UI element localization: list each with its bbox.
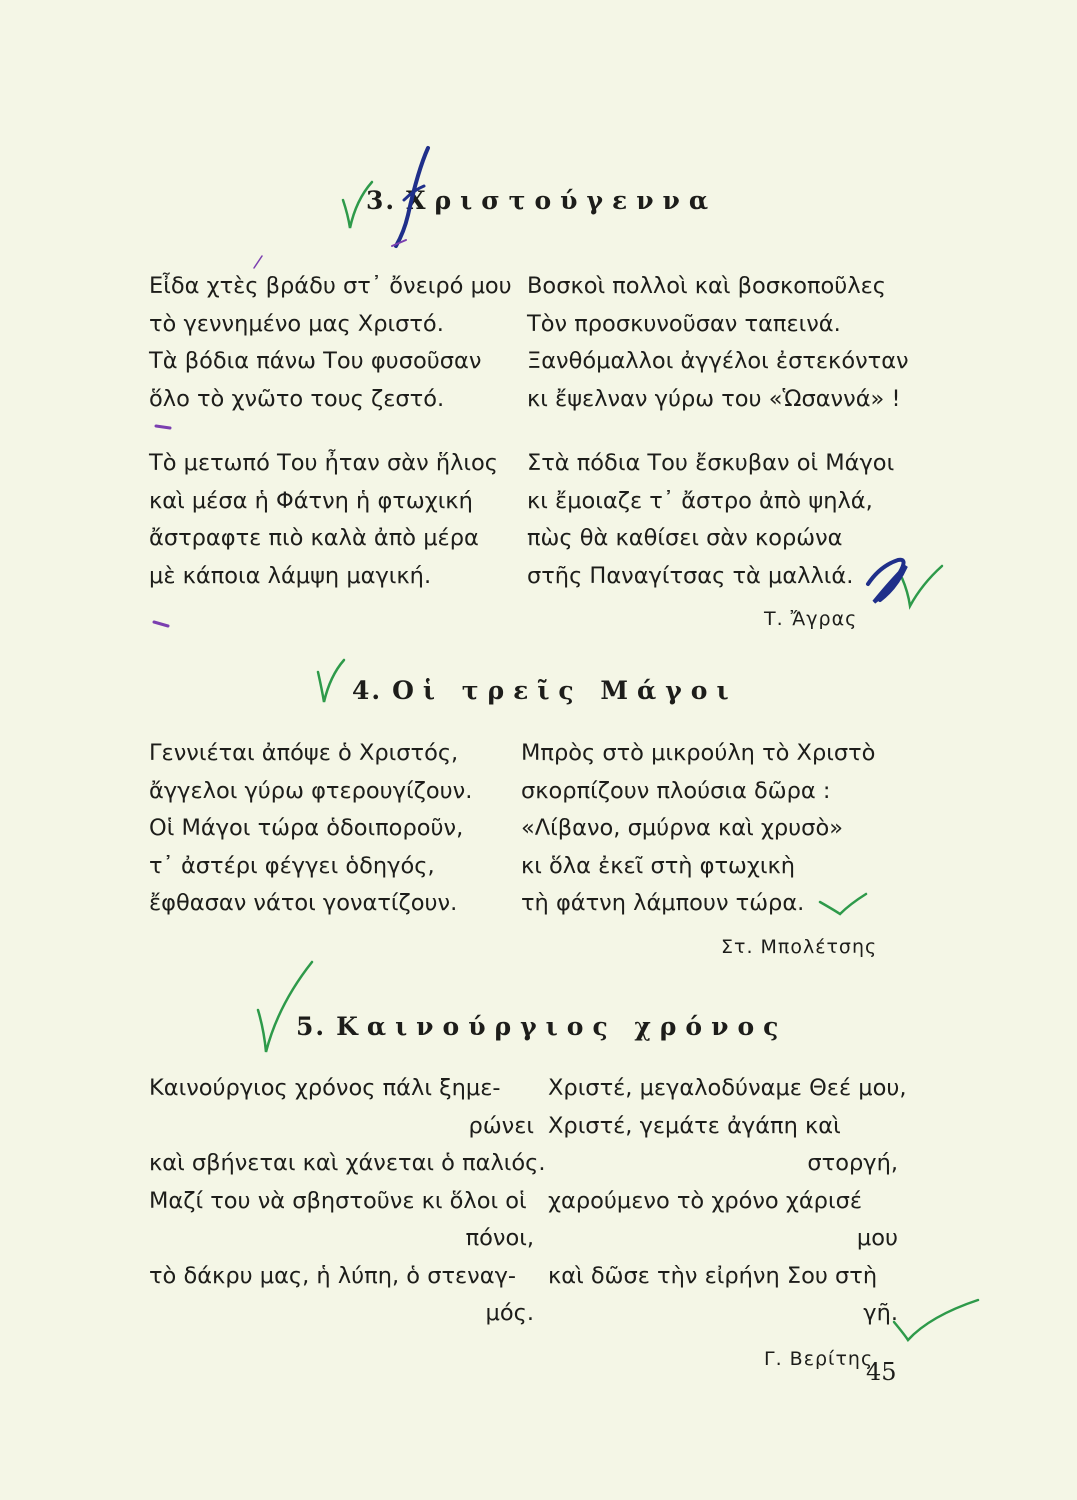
verse-line: πὼς θὰ καθίσει σὰν κορώνα	[527, 525, 843, 551]
verse-line: μὲ κάποια λάμψη μαγική.	[149, 562, 432, 589]
verse-line: Εἶδα χτὲς βράδυ στ᾿ ὄνειρό μου	[149, 273, 512, 299]
verse-line: κι ὅλα ἐκεῖ στὴ φτωχικὴ	[521, 852, 796, 879]
verse-line: στῆς Παναγίτσας τὰ μαλλιά.	[527, 562, 854, 589]
violet-dash	[392, 240, 406, 246]
verse-line: Μπρὸς στὸ μικρούλη τὸ Χριστὸ	[521, 740, 876, 766]
poem-title-text: Καινούργιος χρόνος	[336, 1012, 788, 1041]
violet-dash	[254, 256, 262, 268]
page-number: 45	[866, 1358, 897, 1386]
verse-line: τὴ φάτνη λάμπουν τώρα.	[521, 890, 805, 916]
verse-line-continuation: ρώνει	[468, 1112, 534, 1139]
poem-left-column	[149, 268, 512, 595]
verse-line: «Λίβανο, σμύρνα καὶ χρυσὸ»	[521, 815, 843, 841]
verse-line: τὸ γεννημένο μας Χριστό.	[149, 310, 444, 337]
verse-line: Καινούργιος χρόνος πάλι ξημε-	[149, 1075, 501, 1101]
poem-right-column	[521, 735, 875, 923]
verse-line: τὸ δάκρυ μας, ἡ λύπη, ὁ στεναγ-	[149, 1262, 517, 1289]
poem-left-column	[149, 735, 472, 923]
poem-author: Τ. Ἄγρας	[764, 608, 858, 630]
verse-line: Οἱ Μάγοι τώρα ὁδοιποροῦν,	[149, 815, 464, 841]
verse-line: ὅλο τὸ χνῶτο τους ζεστό.	[149, 385, 445, 412]
verse-line: ἔφθασαν νάτοι γονατίζουν.	[149, 890, 458, 916]
verse-line: Ξανθόμαλλοι ἀγγέλοι ἐστεκόνταν	[527, 348, 909, 374]
poem-title-text: Οἱ τρεῖς Μάγοι	[392, 676, 738, 705]
verse-line: τ᾿ ἀστέρι φέγγει ὁδηγός,	[149, 852, 435, 879]
poem-right-column	[527, 268, 909, 595]
verse-line: Χριστέ, γεμάτε ἀγάπη καὶ	[548, 1112, 841, 1139]
verse-line-continuation: μου	[856, 1225, 898, 1251]
stanza-break	[527, 418, 909, 445]
violet-dash	[154, 622, 168, 626]
verse-line: κι ἔψελναν γύρω του «Ὡσαννά» !	[527, 385, 901, 412]
verse-line: Γεννιέται ἀπόψε ὁ Χριστός,	[149, 740, 459, 766]
poem-number: 4.	[352, 676, 383, 705]
green-check-mark	[894, 1300, 978, 1340]
verse-line: Τὰ βόδια πάνω Του φυσοῦσαν	[149, 348, 482, 374]
poem-title	[366, 186, 717, 215]
poem-right-column	[548, 1070, 907, 1333]
verse-line-continuation: γῆ.	[863, 1300, 898, 1326]
poem-author: Γ. Βερίτης	[764, 1348, 874, 1370]
poem-number: 3.	[366, 186, 397, 215]
poem-author: Στ. Μπολέτσης	[721, 936, 878, 958]
verse-line: σκορπίζουν πλούσια δῶρα :	[521, 777, 831, 804]
verse-line: Τὸ μετωπό Του ἦταν σὰν ἥλιος	[149, 450, 499, 476]
poem-number: 5.	[296, 1012, 327, 1041]
poem-left-column	[149, 1070, 546, 1333]
stanza-break	[149, 418, 512, 445]
poem-title-text: Χριστούγεννα	[406, 186, 718, 215]
verse-line: Χριστέ, μεγαλοδύναμε Θεέ μου,	[548, 1075, 907, 1101]
verse-line: Βοσκοὶ πολλοὶ καὶ βοσκοποῦλες	[527, 273, 887, 299]
verse-line: καὶ μέσα ἡ Φάτνη ἡ φτωχική	[149, 487, 473, 514]
poem-title	[352, 676, 738, 705]
verse-line: καὶ σβήνεται καὶ χάνεται ὁ παλιός.	[149, 1150, 546, 1176]
verse-line-continuation: πόνοι,	[465, 1225, 534, 1251]
poem-title	[296, 1012, 787, 1041]
verse-line-continuation: στοργή,	[807, 1150, 898, 1176]
verse-line: ἄγγελοι γύρω φτερουγίζουν.	[149, 777, 473, 804]
verse-line: ἄστραφτε πιὸ καλὰ ἀπὸ μέρα	[149, 525, 479, 551]
verse-line: κι ἔμοιαζε τ᾿ ἄστρο ἀπὸ ψηλά,	[527, 487, 873, 514]
verse-line-continuation: μός.	[485, 1300, 534, 1326]
verse-line: χαρούμενο τὸ χρόνο χάρισέ	[548, 1187, 863, 1214]
verse-line: Μαζί του νὰ σβηστοῦνε κι ὅλοι οἱ	[149, 1187, 527, 1214]
green-check-mark	[318, 660, 344, 702]
verse-line: Στὰ πόδια Του ἔσκυβαν οἱ Μάγοι	[527, 450, 895, 476]
verse-line: Τὸν προσκυνοῦσαν ταπεινά.	[527, 310, 841, 337]
verse-line: καὶ δῶσε τὴν εἰρήνη Σου στὴ	[548, 1262, 878, 1289]
